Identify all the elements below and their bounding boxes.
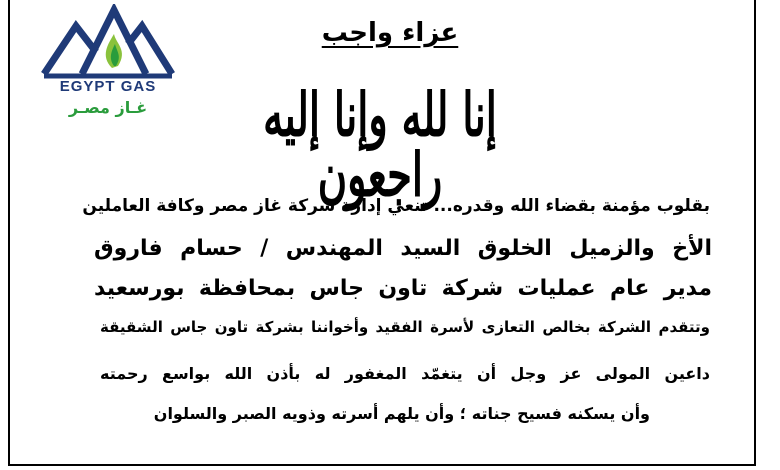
logo-text-english: EGYPT GAS (59, 78, 157, 95)
calligraphy-text: إنا لله وإنا إليه راجعون (263, 80, 497, 211)
body-line-6: وأن يسكنه فسيح جناته ؛ وأن يلهم أسرته وذويه الصبر والسلوان (153, 404, 650, 423)
body-line-1: بقلوب مؤمنة بقضاء الله وقدره... تنعي إدارة شركة غاز مصر وكافة العاملين (82, 196, 710, 216)
body-line-2: الأخ والزميل الخلوق السيد المهندس / حسام فاروق (94, 236, 712, 261)
logo-mark-icon (38, 4, 178, 82)
page-title: عزاء واجب (321, 18, 459, 48)
egypt-gas-logo (38, 4, 178, 122)
logo-text-arabic: غـاز مصـر (68, 98, 148, 117)
body-line-4: وتتقدم الشركة بخالص التعازى لأسرة الفقيد وأخواننا بشركة تاون جاس الشقيقة (100, 318, 710, 336)
quran-calligraphy (200, 78, 560, 211)
body-line-3: مدير عام عمليات شركة تاون جاس بمحافظة بورسعيد (94, 276, 712, 301)
body-line-5: داعين المولى عز وجل أن يتغمّد المغفور له بأذن الله بواسع رحمته (100, 364, 710, 383)
